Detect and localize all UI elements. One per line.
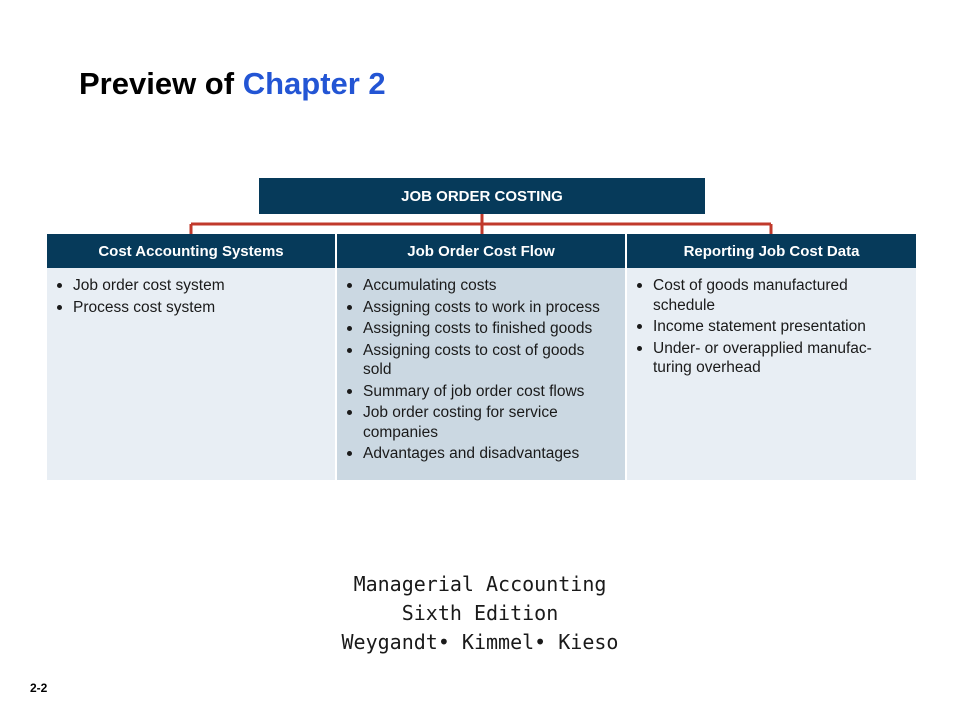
topic-item: Assigning costs to cost of goods sold bbox=[363, 341, 617, 380]
column-heading: Reporting Job Cost Data bbox=[627, 234, 916, 268]
column-body bbox=[627, 268, 916, 480]
topic-item: Assigning costs to finished goods bbox=[363, 319, 617, 339]
topic-item: Assigning costs to work in process bbox=[363, 298, 617, 318]
topic-item: Cost of goods manufactured schedule bbox=[653, 276, 908, 315]
topic-item: Under- or overapplied manufac- turing overhead bbox=[653, 339, 908, 378]
topic-item: Accumulating costs bbox=[363, 276, 617, 296]
book-title: Managerial Accounting bbox=[353, 572, 607, 596]
page-number: 2-2 bbox=[30, 681, 48, 695]
topic-list bbox=[627, 276, 916, 378]
book-authors: Weygandt• Kimmel• Kieso bbox=[341, 630, 619, 654]
title-prefix: Preview of bbox=[79, 66, 243, 101]
topic-item: Job order cost system bbox=[73, 276, 327, 296]
title-accent: Chapter 2 bbox=[242, 66, 386, 101]
column-body bbox=[47, 268, 335, 480]
topic-item: Process cost system bbox=[73, 298, 327, 318]
topic-item: Advantages and disadvantages bbox=[363, 444, 617, 464]
topic-item: Summary of job order cost flows bbox=[363, 382, 617, 402]
root-node: JOB ORDER COSTING bbox=[259, 178, 705, 214]
topic-item: Income statement presentation bbox=[653, 317, 908, 337]
topic-item: Job order costing for service companies bbox=[363, 403, 617, 442]
column-body bbox=[337, 268, 625, 480]
topic-list bbox=[47, 276, 335, 317]
column-cost-accounting-systems bbox=[47, 234, 335, 480]
column-heading: Cost Accounting Systems bbox=[47, 234, 335, 268]
column-reporting-job-cost-data bbox=[627, 234, 916, 480]
column-heading: Job Order Cost Flow bbox=[337, 234, 625, 268]
topic-list bbox=[337, 276, 625, 464]
book-citation bbox=[250, 570, 710, 657]
book-edition: Sixth Edition bbox=[401, 601, 559, 625]
column-job-order-cost-flow bbox=[337, 234, 625, 480]
